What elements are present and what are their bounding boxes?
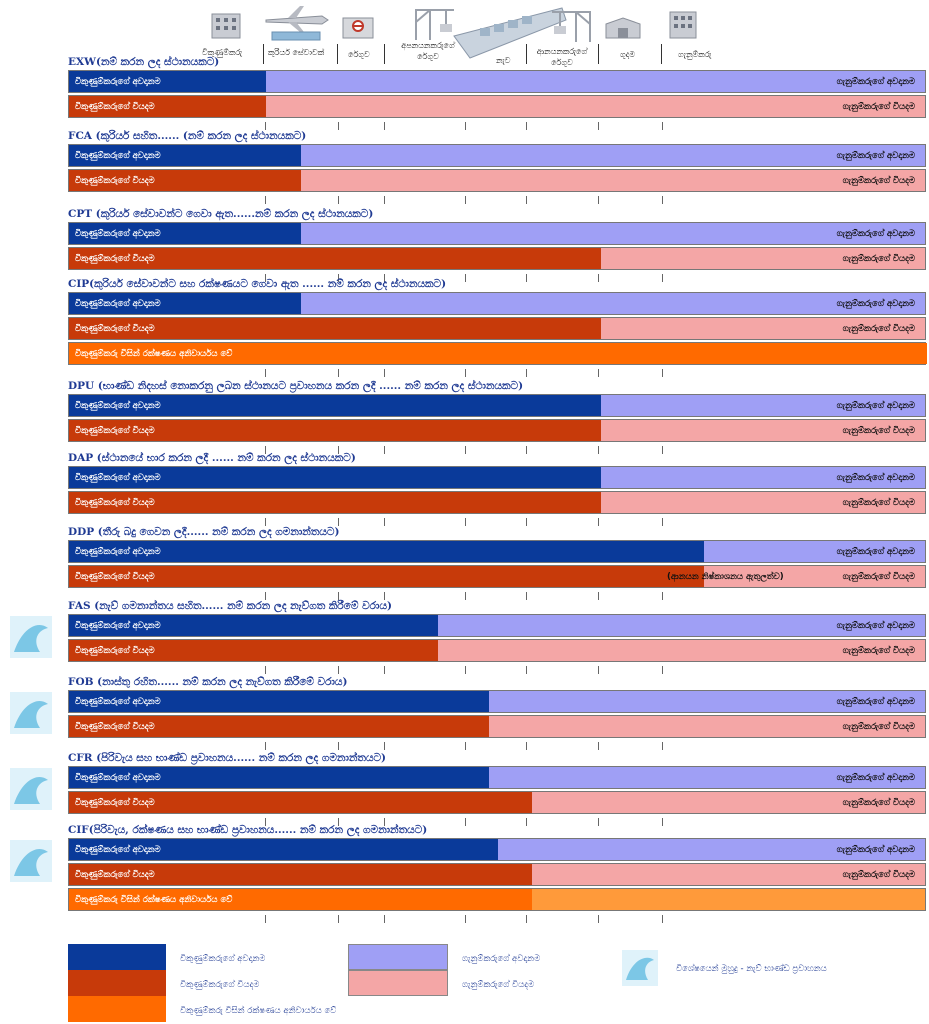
buyer-label: ගැනුම්කරුගේ වියදම	[842, 425, 915, 436]
import-crane-icon	[546, 6, 596, 44]
stage-tick	[265, 196, 266, 204]
seller-label: විකුණුම්කරුගේ අවදානම	[75, 546, 161, 557]
stage-tick	[526, 915, 527, 923]
stage-tick	[465, 742, 466, 750]
insurance-remainder-segment	[532, 889, 925, 910]
stage-tick	[662, 122, 663, 130]
column-label-seller: විකුණුම්කරු	[202, 48, 243, 57]
term-title-dap: DAP (ස්ථානයේ භාර කරන ලදී ...... නම් කරන ලද ස්ථානයකට)	[68, 452, 356, 464]
legend-swatch-seller-risk	[68, 944, 166, 970]
term-title-cif: CIF(පිරිවැය, රක්ෂණය සහ භාණ්ඩ ප්‍රවාහනය...... නම් කරන ලද ගමනාන්තයට)	[68, 824, 428, 836]
stage-tick	[598, 369, 599, 377]
term-title-fca: FCA (කුරියර් සහිත...... (නම් කරන ලද ස්ථානයකට)	[68, 130, 307, 142]
stage-tick	[662, 446, 663, 454]
stage-tick	[526, 818, 527, 826]
buyer-label: ගැනුම්කරුගේ වියදම	[842, 253, 915, 264]
stage-tick	[465, 274, 466, 282]
buyer-segment	[301, 170, 925, 191]
cost-bar-cip	[68, 317, 926, 340]
sea-wave-icon	[10, 616, 52, 658]
cost-bar-ddp	[68, 565, 926, 588]
buyer-label: ගැනුම්කරුගේ වියදම	[842, 497, 915, 508]
stage-tick	[265, 742, 266, 750]
term-title-cip: CIP(කුරියර් සේවාවන්ට සහ රක්ෂණයට ගෙවා ඇත ...... නම් කරන ලද ස්ථානයකට)	[68, 278, 447, 290]
risk-bar-cif	[68, 838, 926, 861]
courier-plane-icon	[262, 2, 330, 42]
column-divider	[598, 44, 599, 64]
buyer-label: ගැනුම්කරුගේ වියදම	[842, 797, 915, 808]
seller-label: විකුණුම්කරුගේ අවදානම	[75, 696, 161, 707]
stage-tick	[465, 122, 466, 130]
stage-tick	[662, 592, 663, 600]
seller-label: විකුණුම්කරුගේ අවදානම	[75, 400, 161, 411]
column-label-customs: රේගුව	[348, 50, 370, 59]
buyer-building-icon	[666, 10, 700, 40]
column-divider	[384, 44, 385, 64]
stage-tick	[338, 915, 339, 923]
stage-tick	[598, 518, 599, 526]
stage-tick	[384, 592, 385, 600]
column-label-exporter-customs: අපනයනකරුගේ රේගුව	[401, 41, 455, 61]
stage-tick	[526, 742, 527, 750]
stage-tick	[465, 915, 466, 923]
seller-label: විකුණුම්කරුගේ අවදානම	[75, 844, 161, 855]
stage-tick	[265, 592, 266, 600]
seller-label: විකුණුම්කරුගේ අවදානම	[75, 620, 161, 631]
sea-wave-icon	[622, 950, 658, 986]
buyer-segment	[301, 145, 925, 166]
risk-bar-fca	[68, 144, 926, 167]
risk-bar-cip	[68, 292, 926, 315]
legend-label-seller-risk: විකුණුම්කරුගේ අවදානම	[180, 954, 266, 964]
stage-tick	[384, 369, 385, 377]
buyer-label: ගැනුම්කරුගේ වියදම	[842, 323, 915, 334]
stage-tick	[662, 818, 663, 826]
term-title-fob: FOB (නාස්තු රහිත...... නම් කරන ලද නැව්ගත කිරීමේ වරාය)	[68, 676, 348, 688]
stage-tick	[384, 446, 385, 454]
stage-tick	[384, 915, 385, 923]
stage-tick	[662, 274, 663, 282]
seller-label: විකුණුම්කරුගේ වියදම	[75, 645, 155, 656]
stage-tick	[526, 196, 527, 204]
seller-label: විකුණුම්කරුගේ වියදම	[75, 323, 155, 334]
stage-tick	[265, 369, 266, 377]
seller-building-icon	[208, 10, 244, 40]
buyer-label: ගැනුම්කරුගේ අවදානම	[836, 772, 915, 783]
legend-label-insurance: විකුණුම්කරු විසින් රක්ෂණය අනිවාර්යය වේ	[180, 1006, 337, 1016]
column-label-warehouse: ගුදම	[620, 50, 636, 59]
stage-tick	[465, 518, 466, 526]
buyer-label: ගැනුම්කරුගේ වියදම	[842, 645, 915, 656]
stage-tick	[265, 915, 266, 923]
risk-bar-fas	[68, 614, 926, 637]
stage-tick	[662, 369, 663, 377]
cost-bar-cfr	[68, 791, 926, 814]
seller-label: විකුණුම්කරුගේ වියදම	[75, 253, 155, 264]
buyer-label: ගැනුම්කරුගේ වියදම	[842, 869, 915, 880]
term-title-exw: EXW(නම් කරන ලද ස්ථානයකට)	[68, 56, 220, 68]
buyer-label: ගැනුම්කරුගේ අවදානම	[836, 76, 915, 87]
cost-bar-dap	[68, 491, 926, 514]
stage-tick	[526, 518, 527, 526]
cost-bar-dpu	[68, 419, 926, 442]
column-label-ship: නැව	[496, 56, 511, 65]
stage-tick	[598, 915, 599, 923]
legend-label-buyer-cost: ගැනුම්කරුගේ වියදම	[462, 980, 535, 990]
buyer-segment	[266, 71, 925, 92]
seller-label: විකුණුම්කරුගේ අවදානම	[75, 150, 161, 161]
stage-tick	[465, 196, 466, 204]
insurance-bar-cip	[68, 342, 926, 365]
risk-bar-exw	[68, 70, 926, 93]
legend-label-seller-cost: විකුණුම්කරුගේ වියදම	[180, 980, 260, 990]
risk-bar-cpt	[68, 222, 926, 245]
stage-tick	[465, 369, 466, 377]
stage-tick	[265, 122, 266, 130]
risk-bar-fob	[68, 690, 926, 713]
seller-label: විකුණුම්කරුගේ වියදම	[75, 721, 155, 732]
stage-tick	[338, 196, 339, 204]
buyer-label: ගැනුම්කරුගේ වියදම	[842, 101, 915, 112]
buyer-segment	[266, 96, 925, 117]
stage-tick	[662, 666, 663, 674]
legend-label-buyer-risk: ගැනුම්කරුගේ අවදානම	[462, 954, 541, 964]
stage-tick	[384, 742, 385, 750]
buyer-label: ගැනුම්කරුගේ වියදම	[842, 571, 915, 582]
stage-tick	[526, 666, 527, 674]
stage-tick	[465, 818, 466, 826]
seller-label: විකුණුම්කරුගේ වියදම	[75, 869, 155, 880]
stage-tick	[598, 666, 599, 674]
column-divider	[263, 44, 264, 64]
seller-segment	[69, 566, 704, 587]
sea-wave-icon	[10, 840, 52, 882]
term-title-fas: FAS (නැව් ගමනාන්තය සහිත...... නම් කරන ලද නැව්ගත කිරීමේ වරාය)	[68, 600, 392, 612]
legend-swatch-buyer-cost	[348, 970, 448, 996]
stage-tick	[265, 666, 266, 674]
stage-tick	[338, 592, 339, 600]
stage-tick	[338, 518, 339, 526]
column-divider	[526, 44, 527, 64]
stage-tick	[338, 742, 339, 750]
seller-label: විකුණුම්කරුගේ වියදම	[75, 101, 155, 112]
stage-tick	[384, 122, 385, 130]
stage-tick	[526, 446, 527, 454]
seller-label: විකුණුම්කරුගේ අවදානම	[75, 76, 161, 87]
risk-bar-cfr	[68, 766, 926, 789]
seller-label: විකුණුම්කරුගේ අවදානම	[75, 228, 161, 239]
stage-tick	[598, 122, 599, 130]
term-title-ddp: DDP (තීරු බදු ගෙවන ලදී...... නම් කරන ලද ගමනාන්තයට)	[68, 526, 340, 538]
stage-tick	[598, 742, 599, 750]
seller-label: විකුණුම්කරුගේ අවදානම	[75, 472, 161, 483]
column-label-importer-customs: ආනයනකරුගේ රේගුව	[536, 47, 588, 67]
stage-tick	[598, 592, 599, 600]
stage-tick	[384, 666, 385, 674]
stage-tick	[526, 274, 527, 282]
risk-bar-dpu	[68, 394, 926, 417]
buyer-label: ගැනුම්කරුගේ අවදානම	[836, 298, 915, 309]
term-title-cpt: CPT (කුරියර් සේවාවන්ට ගෙවා ඇත......නම් කරන ලද ස්ථානයකට)	[68, 208, 374, 220]
cost-bar-cpt	[68, 247, 926, 270]
risk-bar-dap	[68, 466, 926, 489]
column-label-courier: කුරියර් සේවාවක්	[268, 48, 325, 57]
cost-bar-fca	[68, 169, 926, 192]
buyer-segment	[301, 293, 925, 314]
buyer-label: ගැනුම්කරුගේ වියදම	[842, 721, 915, 732]
seller-label: විකුණුම්කරුගේ වියදම	[75, 797, 155, 808]
cost-bar-exw	[68, 95, 926, 118]
ddp-import-clearance-note: (ආනයන නිෂ්කාශනය ඇතුලත්ව)	[667, 571, 784, 582]
buyer-label: ගැනුම්කරුගේ වියදම	[842, 175, 915, 186]
seller-label: විකුණුම්කරුගේ අවදානම	[75, 772, 161, 783]
seller-label: විකුණුම්කරුගේ වියදම	[75, 571, 155, 582]
stage-tick	[265, 518, 266, 526]
stage-tick	[338, 122, 339, 130]
term-title-cfr: CFR (පිරිවැය සහ භාණ්ඩ ප්‍රවාහනය...... නම් කරන ලද ගමනාන්තයට)	[68, 752, 387, 764]
insurance-label: විකුණුම්කරු විසින් රක්ෂණය අනිවාර්යය වේ	[75, 894, 233, 905]
seller-label: විකුණුම්කරුගේ අවදානම	[75, 298, 161, 309]
stage-tick	[384, 518, 385, 526]
buyer-label: ගැනුම්කරුගේ අවදානම	[836, 546, 915, 557]
buyer-label: ගැනුම්කරුගේ අවදානම	[836, 620, 915, 631]
stage-tick	[662, 196, 663, 204]
rail-icon	[340, 14, 376, 42]
stage-tick	[662, 915, 663, 923]
stage-tick	[598, 274, 599, 282]
column-label-buyer: ගැනුම්කරු	[678, 50, 712, 59]
term-title-dpu: DPU (භාණ්ඩ නිදහස් නොකරනු ලබන ස්ථානයට ප්‍රවාහනය කරන ලදී ...... නම් කරන ලද ස්ථානයකට)	[68, 380, 524, 392]
stage-tick	[465, 592, 466, 600]
stage-tick	[465, 666, 466, 674]
stage-tick	[465, 446, 466, 454]
seller-label: විකුණුම්කරුගේ වියදම	[75, 175, 155, 186]
stage-tick	[662, 742, 663, 750]
stage-tick	[598, 446, 599, 454]
legend-label-sea: විශේෂයෙන් මුහුදු - නැව් භාණ්ඩ ප්‍රවාහනය	[676, 964, 827, 974]
legend-swatch-buyer-risk	[348, 944, 448, 970]
stage-tick	[526, 592, 527, 600]
seller-label: විකුණුම්කරුගේ වියදම	[75, 497, 155, 508]
buyer-segment	[301, 223, 925, 244]
buyer-label: ගැනුම්කරුගේ අවදානම	[836, 150, 915, 161]
sea-wave-icon	[10, 768, 52, 810]
insurance-label: විකුණුම්කරු විසින් රක්ෂණය අනිවාර්යය වේ	[75, 348, 233, 359]
cost-bar-cif	[68, 863, 926, 886]
stage-tick	[384, 196, 385, 204]
seller-segment	[69, 541, 704, 562]
warehouse-icon	[604, 16, 642, 40]
risk-bar-ddp	[68, 540, 926, 563]
stage-tick	[598, 818, 599, 826]
legend-swatch-insurance	[68, 996, 166, 1022]
stage-tick	[526, 122, 527, 130]
sea-wave-icon	[10, 692, 52, 734]
legend-swatch-seller-cost	[68, 970, 166, 996]
stage-tick	[338, 666, 339, 674]
buyer-label: ගැනුම්කරුගේ අවදානම	[836, 400, 915, 411]
buyer-label: ගැනුම්කරුගේ අවදානම	[836, 228, 915, 239]
seller-label: විකුණුම්කරුගේ වියදම	[75, 425, 155, 436]
stage-tick	[662, 518, 663, 526]
buyer-label: ගැනුම්කරුගේ අවදානම	[836, 844, 915, 855]
cost-bar-fob	[68, 715, 926, 738]
buyer-label: ගැනුම්කරුගේ අවදානම	[836, 696, 915, 707]
stage-tick	[338, 369, 339, 377]
column-divider	[661, 44, 662, 64]
column-divider	[337, 44, 338, 64]
stage-tick	[526, 369, 527, 377]
cost-bar-fas	[68, 639, 926, 662]
insurance-bar-cif	[68, 888, 926, 911]
buyer-label: ගැනුම්කරුගේ අවදානම	[836, 472, 915, 483]
stage-tick	[598, 196, 599, 204]
